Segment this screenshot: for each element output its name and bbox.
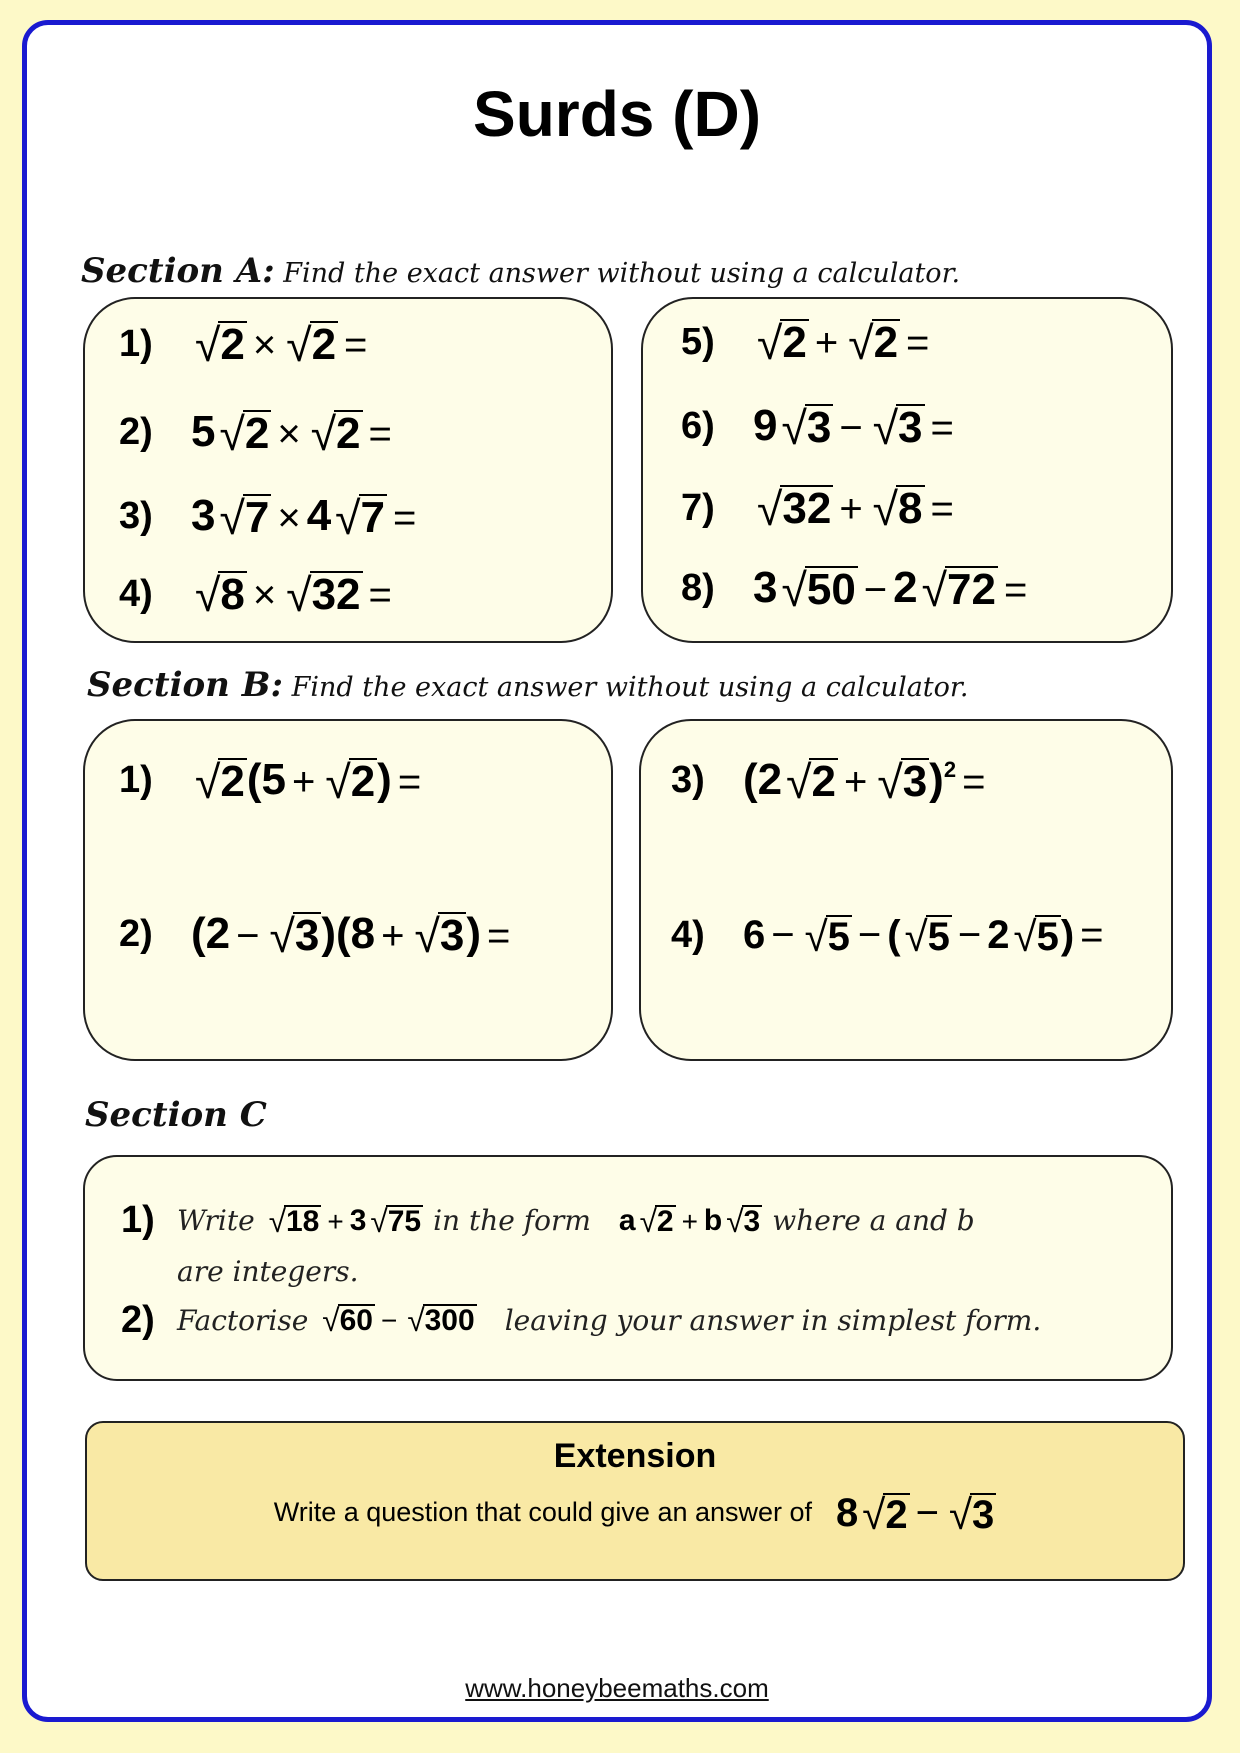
section-b-label: Section B: bbox=[87, 665, 284, 705]
question-number: 3) bbox=[671, 758, 705, 801]
section-c-box bbox=[83, 1155, 1173, 1381]
question-text: Write bbox=[177, 1204, 255, 1237]
question-expression: √ 60 − √ 300 bbox=[322, 1302, 475, 1339]
section-b-q2 bbox=[119, 909, 516, 962]
section-a-instruction: Find the exact answer without using a calculator. bbox=[283, 258, 961, 289]
section-c-q2 bbox=[121, 1299, 1051, 1342]
section-a-q6 bbox=[681, 401, 960, 454]
question-expression: 6 − √ 5 − ( √ 5 − 2 √ 5 ) = bbox=[743, 913, 1104, 960]
section-a-box-left bbox=[83, 297, 613, 643]
section-b-heading bbox=[87, 665, 968, 705]
footer-link[interactable]: www.honeybeemaths.com bbox=[465, 1673, 769, 1703]
worksheet-page bbox=[22, 20, 1212, 1722]
question-expression: 5 √ 2 × √ 2 = bbox=[191, 407, 392, 460]
extension-line bbox=[87, 1491, 1183, 1536]
question-number: 2) bbox=[119, 912, 153, 955]
question-expression: √ 2 (5 + √ 2 ) = bbox=[195, 755, 422, 808]
question-number: 2) bbox=[121, 1299, 155, 1341]
extension-title: Extension bbox=[553, 1437, 717, 1475]
section-b-box-left bbox=[83, 719, 613, 1061]
section-c-q1-line2 bbox=[177, 1255, 369, 1288]
section-a-box-right bbox=[641, 297, 1173, 643]
section-a-q8 bbox=[681, 563, 1033, 616]
question-expression: 9 √ 3 − √ 3 = bbox=[753, 401, 954, 454]
section-a-q5 bbox=[681, 316, 935, 369]
section-b-q1 bbox=[119, 755, 427, 808]
section-a-q7 bbox=[681, 482, 960, 535]
section-a-heading bbox=[81, 251, 960, 291]
question-expression: 3 √ 50 − 2 √ 72 = bbox=[753, 563, 1028, 616]
page-title: Surds (D) bbox=[473, 78, 761, 150]
question-number: 8) bbox=[681, 566, 715, 609]
section-a-q3 bbox=[119, 491, 422, 544]
section-c-heading bbox=[85, 1095, 267, 1135]
question-expression: (2 − √ 3 )(8 + √ 3 ) = bbox=[191, 909, 511, 962]
question-expression: √ 8 × √ 32 = bbox=[195, 568, 392, 621]
extension-text: Write a question that could give an answer of bbox=[273, 1497, 813, 1527]
section-b-q4 bbox=[671, 913, 1110, 958]
section-a-q4 bbox=[119, 568, 398, 621]
question-text: are integers. bbox=[177, 1255, 359, 1288]
question-expression: √ 2 × √ 2 = bbox=[195, 318, 368, 371]
section-a-q2 bbox=[119, 407, 398, 460]
question-number: 4) bbox=[671, 914, 705, 956]
question-expression: √ 18 + 3 √ 75 bbox=[268, 1203, 422, 1239]
question-text: in the form bbox=[433, 1204, 591, 1237]
question-number: 4) bbox=[119, 572, 153, 615]
target-form: a √ 2 + b √ 3 bbox=[618, 1203, 761, 1239]
question-text: Factorise bbox=[177, 1304, 309, 1337]
extension-expression: 8 √ 2 − √ 3 bbox=[836, 1491, 995, 1538]
question-number: 7) bbox=[681, 486, 715, 529]
section-a-q1 bbox=[119, 318, 373, 371]
question-number: 2) bbox=[119, 410, 153, 453]
section-b-box-right bbox=[639, 719, 1173, 1061]
question-number: 1) bbox=[119, 322, 153, 365]
section-b-q3 bbox=[671, 755, 991, 808]
question-expression: (2 √ 2 + √ 3 ) 2 = bbox=[743, 755, 986, 808]
question-number: 1) bbox=[121, 1199, 155, 1241]
question-expression: √ 32 + √ 8 = bbox=[757, 482, 954, 535]
section-c-label: Section C bbox=[85, 1095, 267, 1135]
section-b-instruction: Find the exact answer without using a calculator. bbox=[291, 672, 969, 703]
question-text: where a and b bbox=[772, 1204, 975, 1237]
question-text: leaving your answer in simplest form. bbox=[504, 1304, 1042, 1337]
section-c-q1 bbox=[121, 1199, 985, 1242]
question-number: 5) bbox=[681, 320, 715, 363]
question-number: 6) bbox=[681, 404, 715, 447]
question-expression: √ 2 + √ 2 = bbox=[757, 316, 930, 369]
question-expression: 3 √ 7 × 4 √ 7 = bbox=[191, 491, 417, 544]
section-a-label: Section A: bbox=[81, 251, 275, 291]
extension-box bbox=[85, 1421, 1185, 1581]
question-number: 1) bbox=[119, 758, 153, 801]
question-number: 3) bbox=[119, 494, 153, 537]
